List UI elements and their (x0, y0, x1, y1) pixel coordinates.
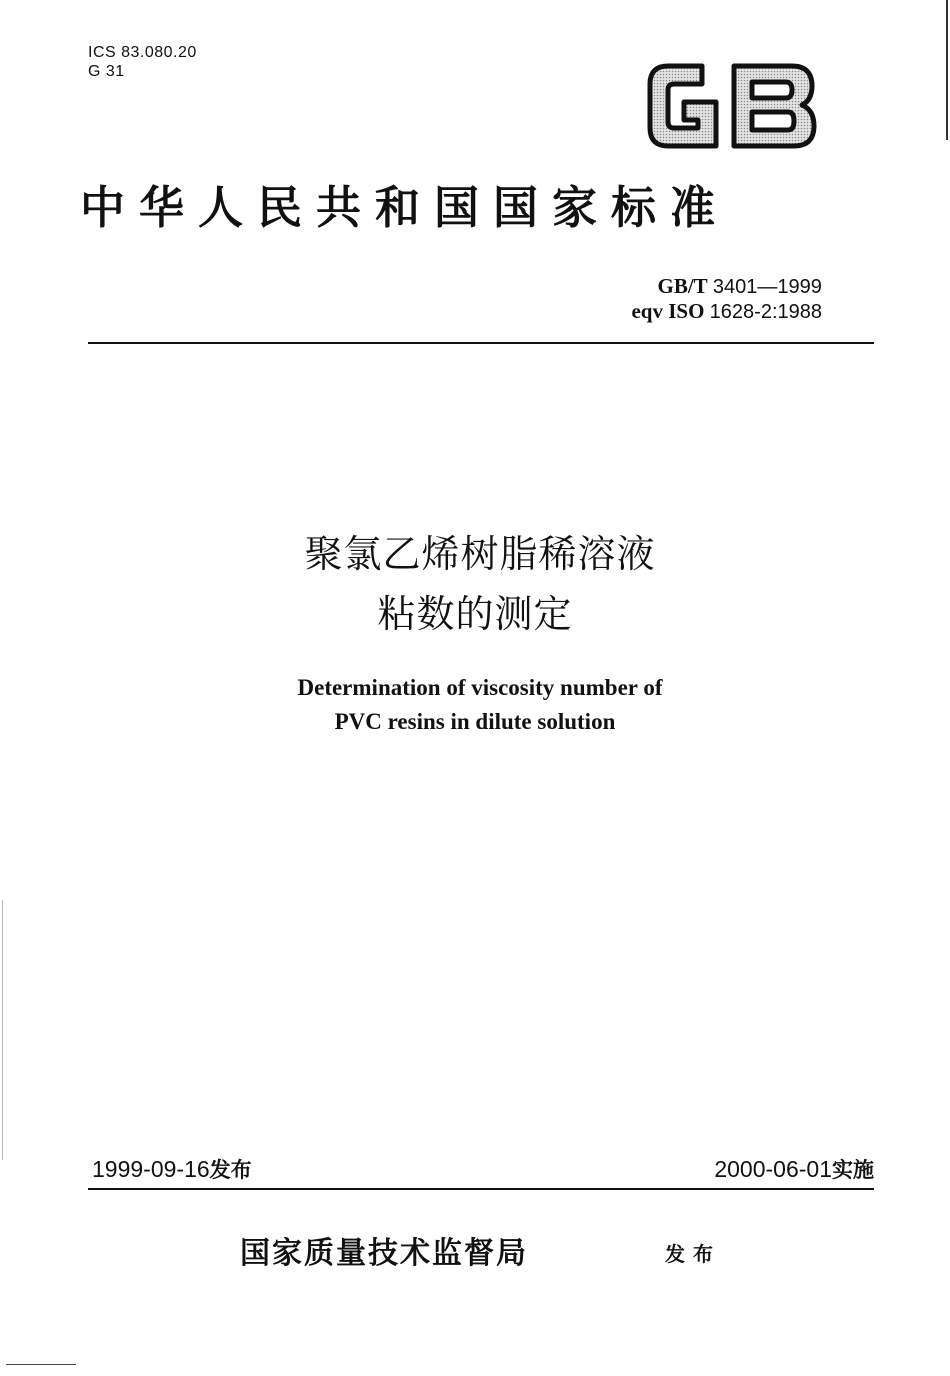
standard-code-line (631, 274, 822, 299)
scan-edge-mark (2, 900, 3, 1160)
equivalent-standard-line (631, 299, 822, 324)
footer-divider (88, 1188, 874, 1190)
english-title-line-1: Determination of viscosity number of (297, 675, 663, 700)
implementation-date (714, 1154, 874, 1184)
issue-date (92, 1154, 252, 1184)
equivalent-number: 1628-2:1988 (709, 301, 822, 323)
publisher-name: 国家质量技术监督局 (240, 1236, 528, 1271)
implementation-date-label: 实施 (832, 1158, 874, 1182)
scan-edge-mark-bottom (6, 1364, 76, 1365)
chinese-title-line-2: 粘数的测定 (377, 592, 573, 636)
gb-logo-graphic (644, 58, 820, 154)
publisher-action: 发布 (665, 1242, 721, 1266)
national-standard-title: 中华人民共和国国家标准 (80, 181, 730, 234)
standard-number: 3401—1999 (712, 276, 822, 298)
standard-prefix: GB/T (657, 274, 708, 298)
classification-codes (88, 43, 197, 81)
ccs-code: G 31 (88, 63, 125, 80)
equivalent-prefix: eqv ISO (631, 299, 705, 323)
issue-date-label: 发布 (209, 1158, 252, 1182)
chinese-title-line-1: 聚氯乙烯树脂稀溶液 (304, 532, 656, 576)
ics-code: ICS 83.080.20 (88, 44, 197, 61)
implementation-date-value: 2000-06-01 (714, 1156, 832, 1182)
standard-numbers (631, 274, 822, 324)
english-title-line-2: PVC resins in dilute solution (334, 709, 616, 734)
header-divider (88, 342, 874, 344)
gb-logo (644, 58, 820, 154)
issue-date-value: 1999-09-16 (92, 1156, 210, 1182)
scan-edge-mark-right (946, 0, 948, 140)
